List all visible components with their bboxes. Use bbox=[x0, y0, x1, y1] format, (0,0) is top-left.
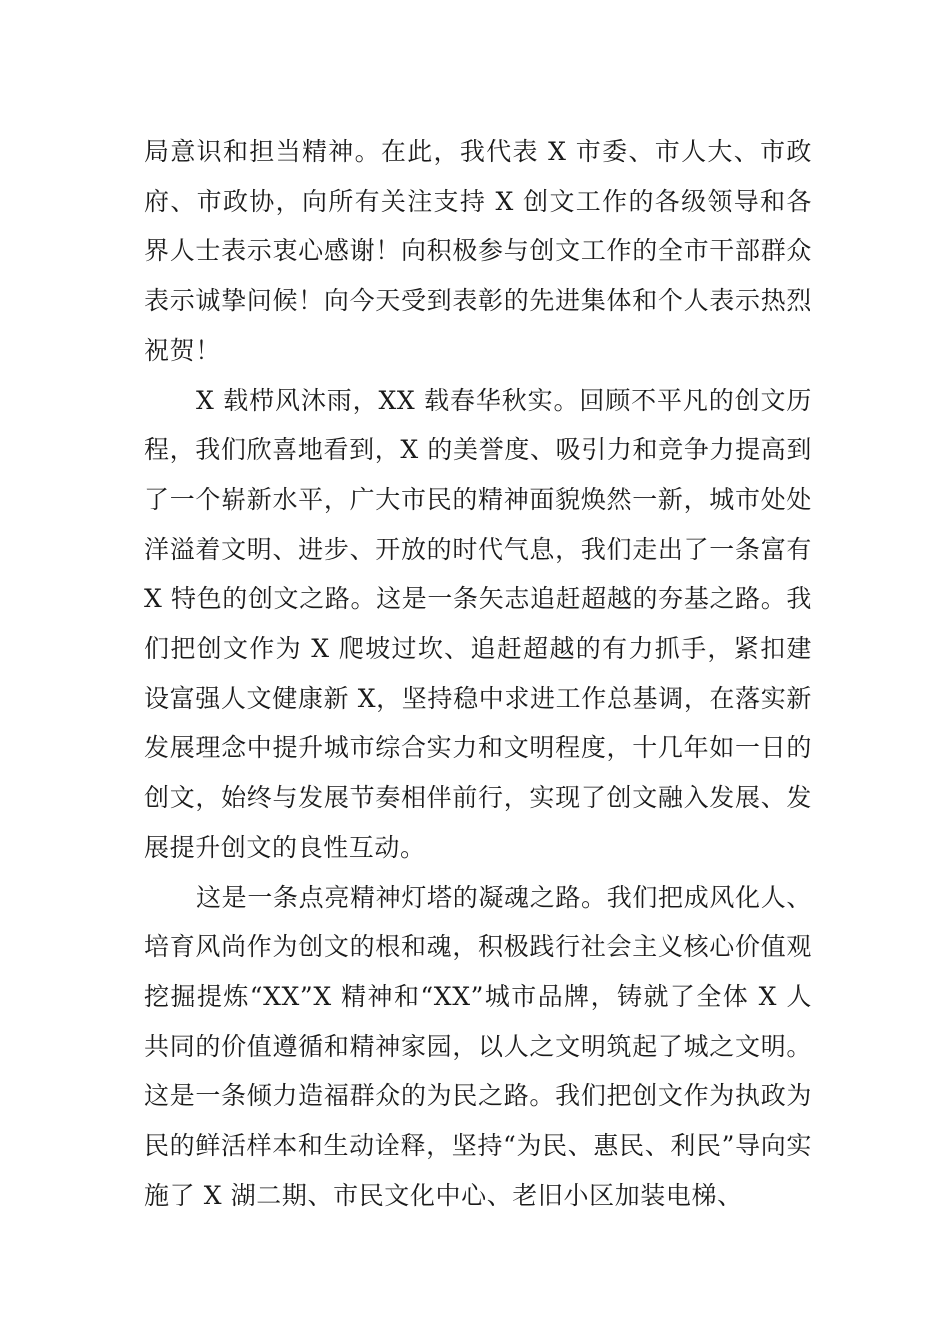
text-line: 培育风尚作为创文的根和魂，积极践行社会主义核心价值观 bbox=[144, 932, 812, 962]
text-line: 这是一条点亮精神灯塔的凝魂之路。我们把成风化人、 bbox=[196, 882, 812, 912]
paragraph-3 bbox=[144, 873, 812, 1221]
text-line: 祝贺！ bbox=[144, 335, 221, 365]
text-line: 们把创文作为 X 爬坡过坎、追赶超越的有力抓手，紧扣建 bbox=[144, 634, 812, 664]
text-line: 共同的价值遵循和精神家园，以人之文明筑起了城之文明。 bbox=[144, 1031, 812, 1061]
text-line: 实施了 X 湖二期、市民文化中心、老旧小区加装电梯、 bbox=[144, 1131, 812, 1210]
text-line: 创文，始终与发展节奏相伴前行，实现了创文融入发展、发 bbox=[144, 783, 812, 813]
paragraph-1 bbox=[144, 127, 812, 376]
text-line: 挖掘提炼“XX”X 精神和“XX”城市品牌，铸就了全体 X 人 bbox=[144, 981, 812, 1011]
text-line: 局意识和担当精神。在此，我代表 X 市委、市人大、市政 bbox=[144, 137, 812, 166]
text-line: 了一个崭新水平，广大市民的精神面貌焕然一新，城市处处 bbox=[144, 484, 812, 514]
text-line: X 特色的创文之路。这是一条矢志追赶超越的夯基之路。我 bbox=[144, 584, 812, 614]
paragraph-2 bbox=[144, 376, 812, 873]
text-line: 展提升创文的良性互动。 bbox=[144, 832, 426, 862]
document-body bbox=[144, 127, 812, 1220]
text-line: X 载栉风沐雨，XX 载春华秋实。回顾不平凡的创文历 bbox=[196, 385, 812, 415]
text-line: 洋溢着文明、进步、开放的时代气息，我们走出了一条富有 bbox=[144, 534, 812, 564]
text-line: 府、市政协，向所有关注支持 X 创文工作的各级领导和各 bbox=[144, 186, 812, 216]
text-line: 民的鲜活样本和生动诠释，坚持“为民、惠民、利民”导向 bbox=[144, 1131, 787, 1161]
text-line: 这是一条倾力造福群众的为民之路。我们把创文作为执政为 bbox=[144, 1081, 812, 1111]
text-line: 设富强人文健康新 X，坚持稳中求进工作总基调，在落实新 bbox=[144, 683, 812, 713]
text-line: 程，我们欣喜地看到，X 的美誉度、吸引力和竞争力提高到 bbox=[144, 435, 812, 465]
text-line: 界人士表示衷心感谢！向积极参与创文工作的全市干部群众 bbox=[144, 236, 812, 266]
text-line: 发展理念中提升城市综合实力和文明程度，十几年如一日的 bbox=[144, 733, 812, 763]
text-line: 表示诚挚问候！向今天受到表彰的先进集体和个人表示热烈 bbox=[144, 286, 812, 316]
